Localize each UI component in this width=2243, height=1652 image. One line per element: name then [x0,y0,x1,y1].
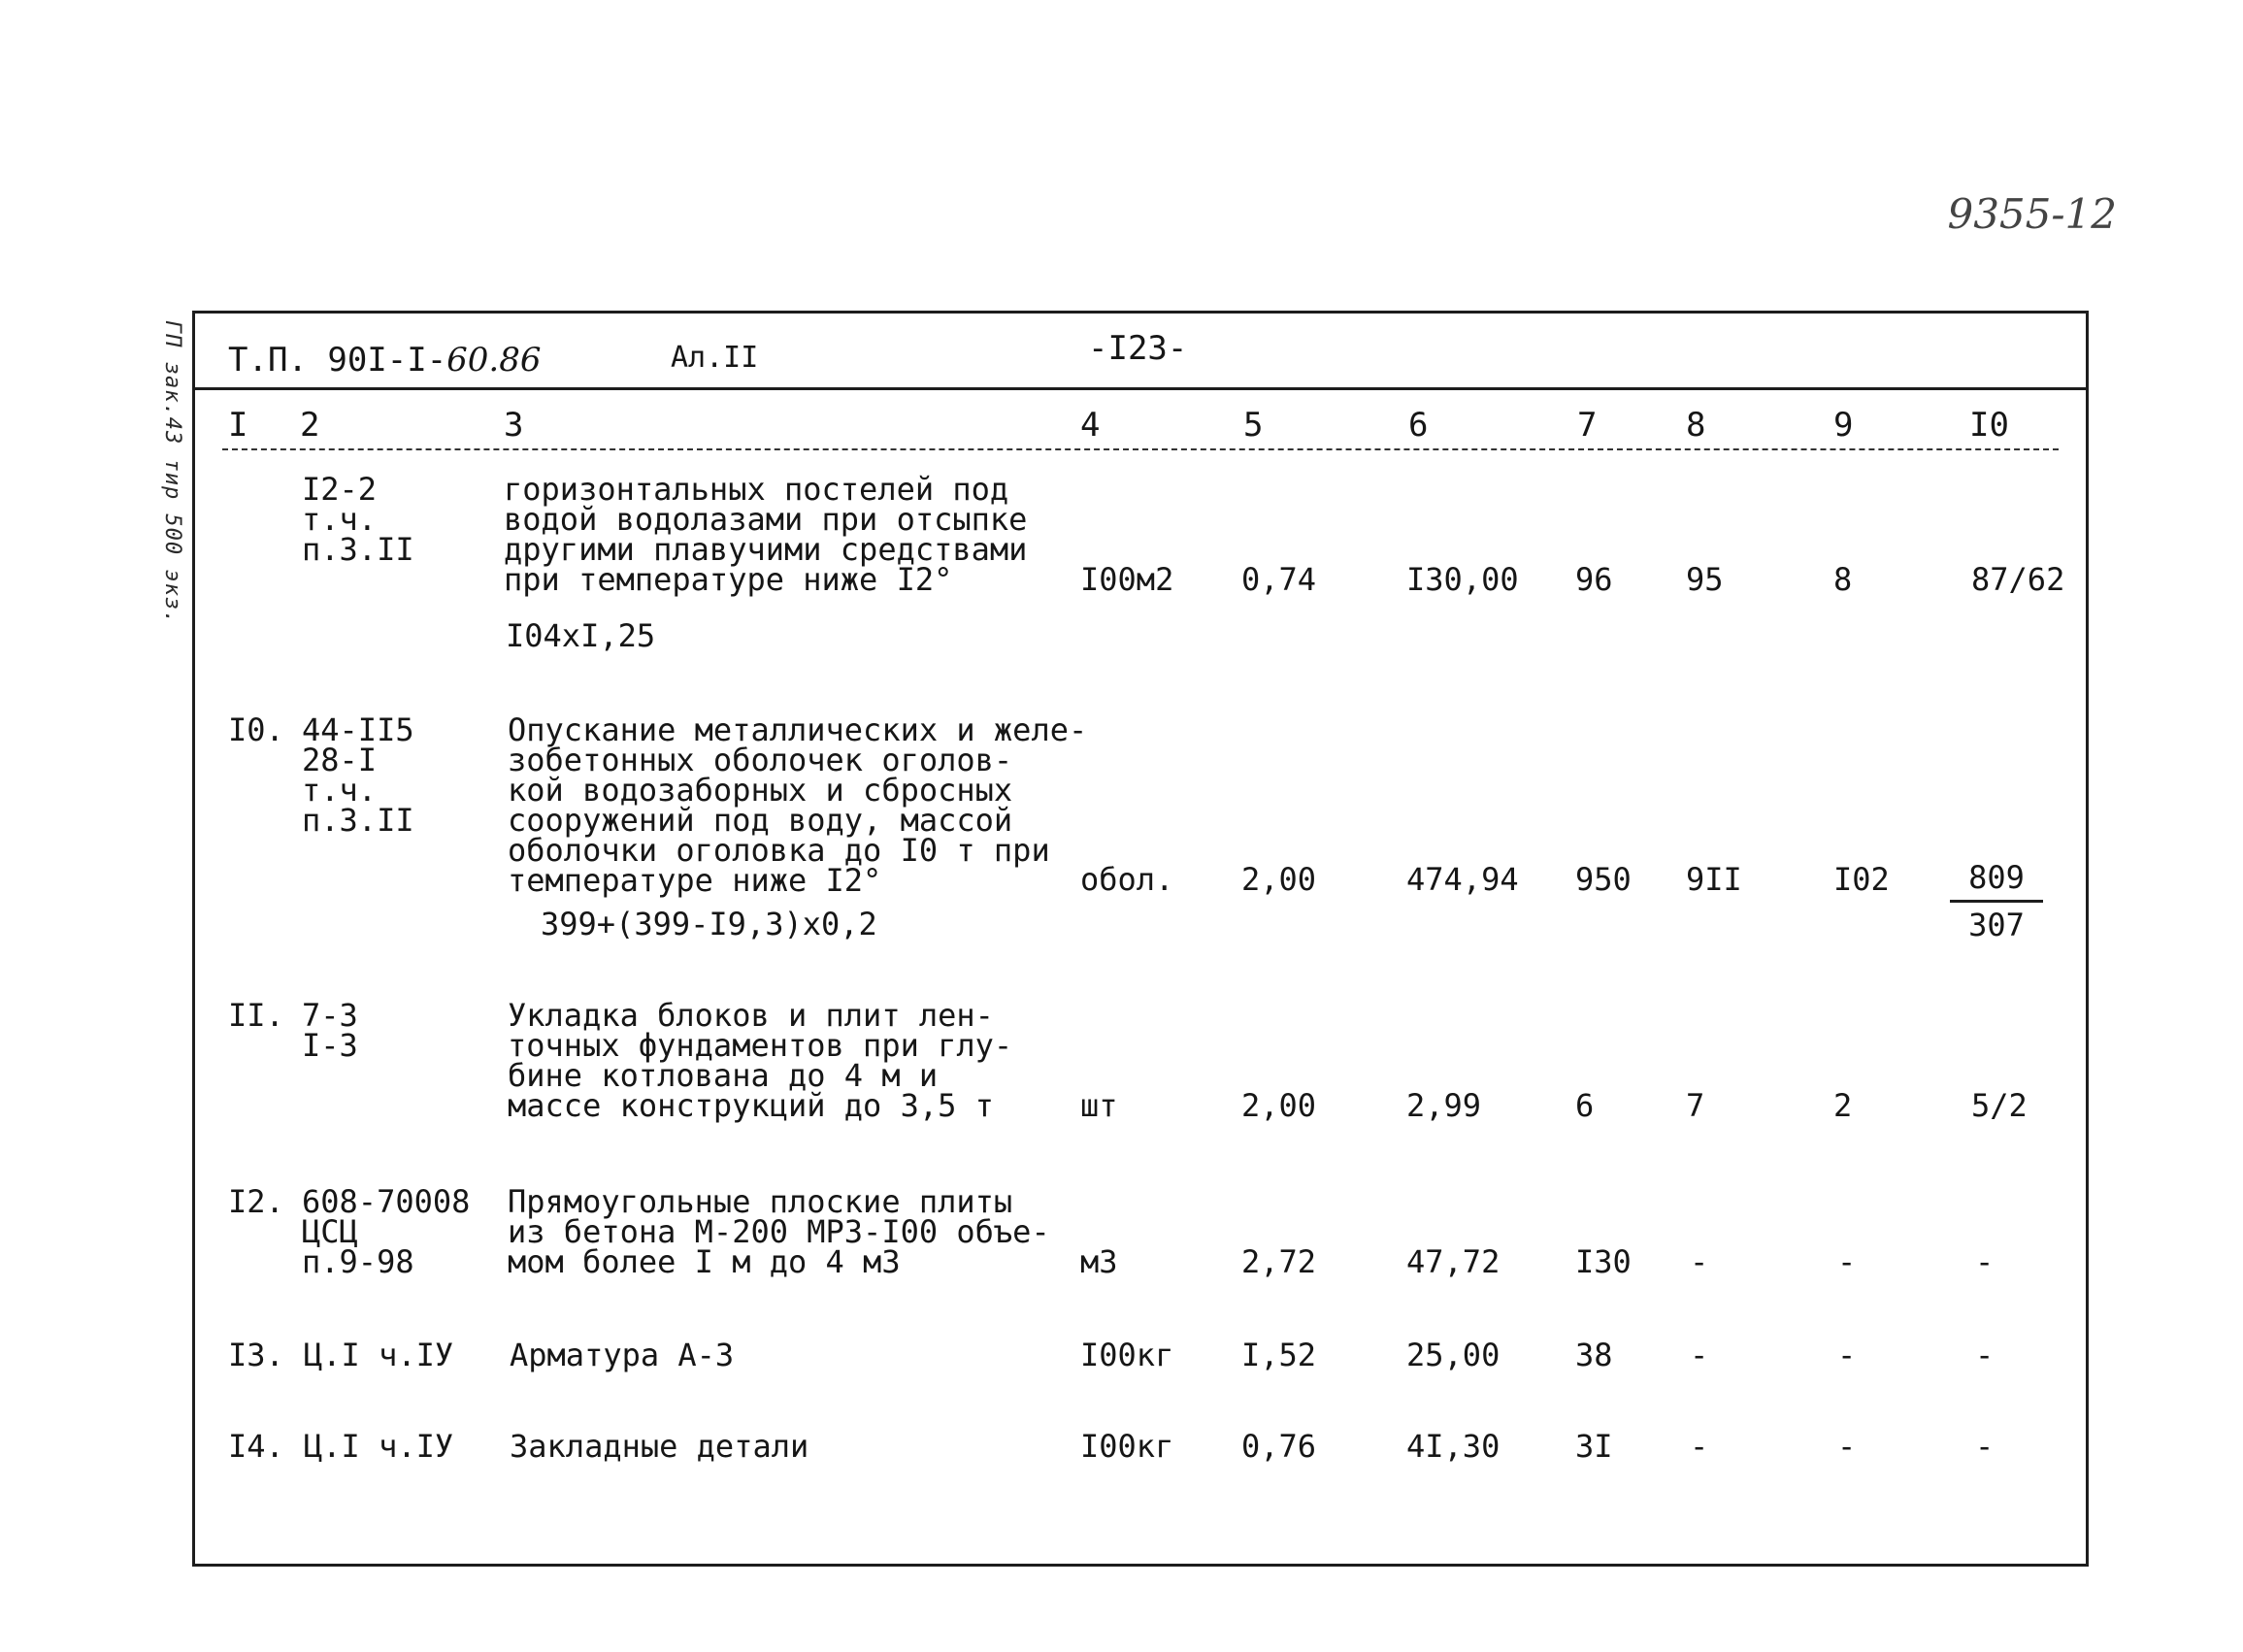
column-header-10: I0 [1969,406,2009,445]
cell-number: I2. [228,1183,284,1220]
cell-code: 608-70008 ЦСЦ п.9-98 [302,1183,471,1280]
cell-col8: - [1690,1337,1709,1373]
cell-col10: 5/2 [1971,1087,2028,1124]
cell-col7: 3I [1575,1428,1613,1465]
cell-code: 44-II5 28-I т.ч. п.3.II [302,711,414,839]
cell-number: I4. [228,1428,284,1465]
cell-col8: 9II [1686,861,1742,898]
cell-code: Ц.I ч.IУ [304,1337,454,1373]
table-frame [192,311,2089,1567]
column-header-8: 8 [1686,406,1706,445]
cell-col9: - [1837,1243,1857,1280]
cell-quantity: 2,72 [1241,1243,1317,1280]
cell-formula: 399+(399-I9,3)x0,2 [541,906,877,942]
cell-col9: 8 [1833,561,1853,598]
column-header-5: 5 [1243,406,1264,445]
cell-number: II. [228,997,284,1034]
cell-col8: 95 [1686,561,1724,598]
cell-col7: I30 [1575,1243,1632,1280]
cell-col10: - [1975,1337,1995,1373]
column-header-3: 3 [504,406,524,445]
cell-description: Укладка блоков и плит лен- точных фундаментов при глу- бине котлована до 4 м и массе конструкций до 3,5 т [508,997,1013,1124]
cell-description: горизонтальных постелей под водой водолазами при отсыпке другими плавучими средствами при температуре ниже I2° [504,471,1028,598]
column-header-9: 9 [1833,406,1854,445]
cell-unit: шт [1080,1087,1118,1124]
column-header-6: 6 [1408,406,1429,445]
side-note: ГП зак.43 тир 500 экз. [160,320,184,625]
cell-description: Прямоугольные плоские плиты из бетона М-200 МРЗ-I00 объе- мом более I м до 4 м3 [508,1183,1050,1280]
cell-description: Арматура А-3 [510,1337,735,1373]
column-header-4: 4 [1080,406,1101,445]
cell-price: 25,00 [1406,1337,1501,1373]
cell-description: Закладные детали [510,1428,809,1465]
cell-quantity: 2,00 [1241,861,1317,898]
cell-col9: - [1837,1337,1857,1373]
cell-col8: - [1690,1428,1709,1465]
cell-col10-fraction [1950,859,2043,943]
cell-quantity: I,52 [1241,1337,1317,1373]
column-header-1: I [228,406,248,445]
cell-col7: 6 [1575,1087,1595,1124]
cell-price: 47,72 [1406,1243,1501,1280]
cell-col9: I02 [1833,861,1890,898]
title-block [195,314,2086,390]
cell-formula: I04xI,25 [506,617,656,654]
document-code [228,341,542,380]
cell-price: 4I,30 [1406,1428,1501,1465]
cell-col7: 96 [1575,561,1613,598]
cell-unit: м3 [1080,1243,1118,1280]
fraction-denominator: 307 [1968,907,2025,943]
cell-col10: - [1975,1243,1995,1280]
cell-col8: - [1690,1243,1709,1280]
cell-quantity: 0,74 [1241,561,1317,598]
column-header-2: 2 [300,406,320,445]
cell-col8: 7 [1686,1087,1705,1124]
cell-col7: 950 [1575,861,1632,898]
cell-unit: I00м2 [1080,561,1174,598]
document-code-prefix: Т.П. 90I-I- [228,341,447,380]
cell-quantity: 0,76 [1241,1428,1317,1465]
cell-code: Ц.I ч.IУ [304,1428,454,1465]
cell-col9: 2 [1833,1087,1853,1124]
cell-col10: 87/62 [1971,561,2065,598]
cell-col10: - [1975,1428,1995,1465]
cell-price: 2,99 [1406,1087,1482,1124]
fraction-numerator: 809 [1950,859,2043,903]
cell-col7: 38 [1575,1337,1613,1373]
cell-quantity: 2,00 [1241,1087,1317,1124]
column-header-7: 7 [1577,406,1598,445]
cell-code: I2-2 т.ч. п.3.II [302,471,414,568]
archive-number: 9355-12 [1947,190,2117,238]
cell-price: 474,94 [1406,861,1519,898]
cell-description: Опускание металлических и желе- зобетонных оболочек оголов- кой водозаборных и сбросных сооружений под воду, массой оболочки оголовка до I0 т при температуре ниже I2° [508,711,1088,899]
cell-code: 7-3 I-3 [302,997,358,1064]
cell-number: I0. [228,711,284,748]
page-number: -I23- [1088,329,1188,368]
cell-price: I30,00 [1406,561,1519,598]
cell-col9: - [1837,1428,1857,1465]
cell-number: I3. [228,1337,284,1373]
document-code-suffix: 60.86 [446,341,542,380]
cell-unit: обол. [1080,861,1174,898]
cell-unit: I00кг [1080,1428,1174,1465]
cell-unit: I00кг [1080,1337,1174,1373]
header-rule [222,448,2059,450]
sheet-label: Ал.II [671,341,759,375]
